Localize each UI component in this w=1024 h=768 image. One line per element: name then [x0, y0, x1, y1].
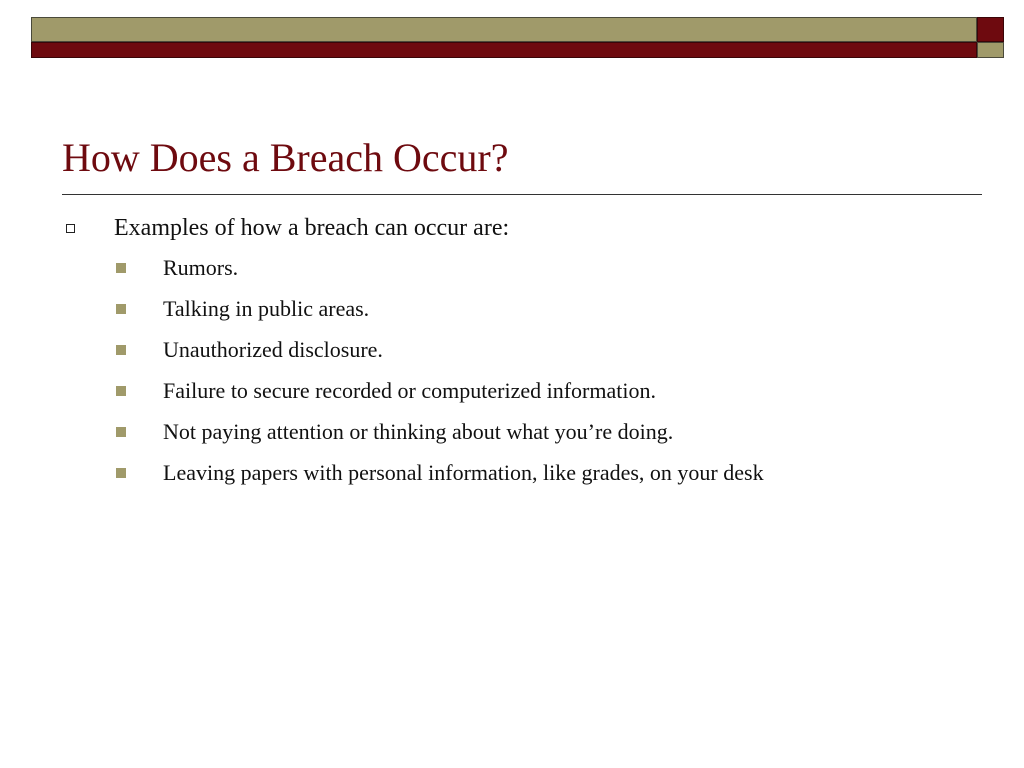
banner-red-bar [31, 42, 977, 58]
title-divider [62, 194, 982, 195]
corner-olive-block [977, 42, 1004, 58]
list-item [62, 250, 992, 291]
filled-square-bullet-icon [116, 386, 126, 396]
banner-olive-bar [31, 17, 977, 42]
list-item [62, 373, 992, 414]
list-item [62, 455, 992, 496]
filled-square-bullet-icon [116, 304, 126, 314]
list-item [62, 414, 992, 455]
bullet-list [62, 210, 992, 496]
list-item [62, 291, 992, 332]
list-item-text: Failure to secure recorded or computerized information. [163, 378, 656, 403]
list-item-text: Rumors. [163, 255, 239, 280]
filled-square-bullet-icon [116, 468, 126, 478]
list-item-text: Not paying attention or thinking about what you’re doing. [163, 419, 674, 444]
list-item [62, 332, 992, 373]
hollow-square-bullet-icon [66, 224, 75, 233]
slide-title: How Does a Breach Occur? [62, 135, 509, 180]
list-item-level1 [62, 210, 992, 250]
filled-square-bullet-icon [116, 427, 126, 437]
filled-square-bullet-icon [116, 263, 126, 273]
list-item-text: Leaving papers with personal information, like grades, on your desk [163, 460, 764, 485]
list-item-text: Unauthorized disclosure. [163, 337, 383, 362]
filled-square-bullet-icon [116, 345, 126, 355]
list-item-text: Examples of how a breach can occur are: [114, 215, 510, 241]
corner-red-block [977, 17, 1004, 42]
list-item-text: Talking in public areas. [163, 296, 370, 321]
